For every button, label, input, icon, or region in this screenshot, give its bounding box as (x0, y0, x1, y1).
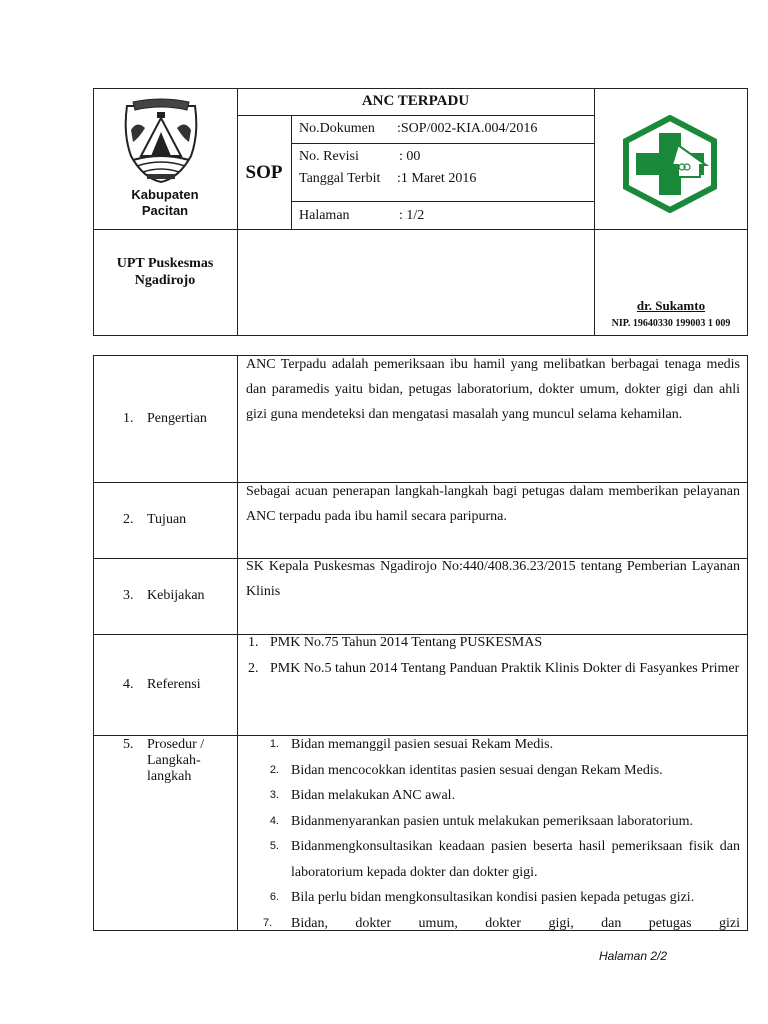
step-number: 7. (263, 916, 273, 929)
section-label: Referensi (147, 677, 201, 692)
step-text: Bidanmenyarankan pasien untuk melakukan pemeriksaan laboratorium. (291, 813, 693, 829)
page-label: Halaman (299, 208, 350, 223)
reference-text: PMK No.75 Tahun 2014 Tentang PUSKESMAS (270, 635, 543, 650)
section-number: 5. (123, 737, 134, 752)
procedure-step (263, 809, 740, 835)
step-number: 1. (269, 738, 279, 750)
facility-name-line1: UPT Puskesmas (116, 256, 214, 271)
step-number: 4. (269, 814, 279, 827)
header-divider (291, 143, 594, 144)
signer-nip: NIP. 19640330 199003 1 009 (611, 318, 731, 329)
procedure-steps (263, 732, 740, 936)
step-text: Bidanmengkonsultasikan keadaan pasien beserta hasil pemeriksaan fisik dan laboratorium kepada dokter dan dokter gigi. (291, 839, 740, 880)
issue-date-label: Tanggal Terbit (299, 171, 381, 186)
procedure-step (263, 732, 740, 758)
content-divider (237, 355, 238, 931)
procedure-step (263, 911, 740, 936)
step-text: Bila perlu bidan mengkonsultasikan kondisi pasien kepada petugas gizi. (291, 890, 695, 905)
section-number: 3. (123, 588, 134, 603)
sop-label: SOP (245, 162, 283, 183)
reference-number: 2. (248, 661, 259, 676)
step-number: 6. (269, 891, 279, 903)
step-text: Bidan, dokter umum, dokter gigi, dan petugas gizi (291, 915, 740, 931)
header-divider (93, 229, 748, 230)
section-number: 4. (123, 677, 134, 692)
procedure-step (263, 783, 740, 809)
puskesmas-logo-icon (622, 115, 718, 213)
page-value: : 1/2 (399, 208, 425, 223)
section-text: SK Kepala Puskesmas Ngadirojo No:440/408.36.23/2015 tentang Pemberian Layanan Klinis (246, 559, 740, 599)
procedure-step (263, 758, 740, 784)
section-number: 1. (123, 411, 134, 426)
doc-number-label: No.Dokumen (299, 121, 375, 136)
pacitan-emblem-icon (119, 98, 203, 184)
step-number: 3. (269, 789, 279, 801)
issue-date-value: :1 Maret 2016 (397, 171, 477, 186)
step-number: 2. (269, 763, 279, 776)
reference-text: PMK No.5 tahun 2014 Tentang Panduan Praktik Klinis Dokter di Fasyankes Primer (270, 661, 740, 676)
section-label: Tujuan (147, 512, 187, 527)
facility-name-line2: Ngadirojo (134, 273, 196, 288)
section-label: Kebijakan (147, 588, 205, 603)
revision-value: : 00 (399, 149, 421, 164)
document-title: ANC TERPADU (361, 93, 470, 109)
section-number: 2. (123, 512, 134, 527)
section-label-line: Prosedur / (147, 737, 205, 752)
revision-label: No. Revisi (299, 149, 359, 164)
step-number: 5. (269, 840, 279, 852)
step-text: Bidan memanggil pasien sesuai Rekam Medis. (291, 737, 554, 752)
section-label-line: Langkah- (147, 753, 201, 768)
doc-number-value: :SOP/002-KIA.004/2016 (397, 121, 538, 136)
step-text: Bidan melakukan ANC awal. (291, 788, 456, 803)
header-divider (291, 115, 292, 229)
region-name: Kabupaten Pacitan (131, 187, 199, 218)
header-divider (291, 201, 594, 202)
step-text: Bidan mencocokkan identitas pasien sesuai dengan Rekam Medis. (291, 762, 663, 778)
section-label: Pengertian (147, 411, 207, 426)
procedure-step (263, 834, 740, 885)
signer-name: dr. Sukamto (636, 298, 706, 313)
section-text: ANC Terpadu adalah pemeriksaan ibu hamil yang melibatkan berbagai tenaga medis dan paramedis yaitu bidan, petugas laboratorium, dokter umum, dokter gigi dan ahli gizi guna mendeteksi dan mengatasi masalah yang muncul selama kehamilan. (246, 357, 740, 422)
procedure-step (263, 885, 740, 911)
section-label-line: langkah (147, 769, 192, 784)
reference-number: 1. (248, 635, 259, 650)
header-divider (237, 88, 238, 336)
footer-page-number: Halaman 2/2 (599, 949, 668, 963)
section-text: Sebagai acuan penerapan langkah-langkah bagi petugas dalam memberikan pelayanan ANC terpadu pada ibu hamil secara paripurna. (246, 484, 740, 524)
